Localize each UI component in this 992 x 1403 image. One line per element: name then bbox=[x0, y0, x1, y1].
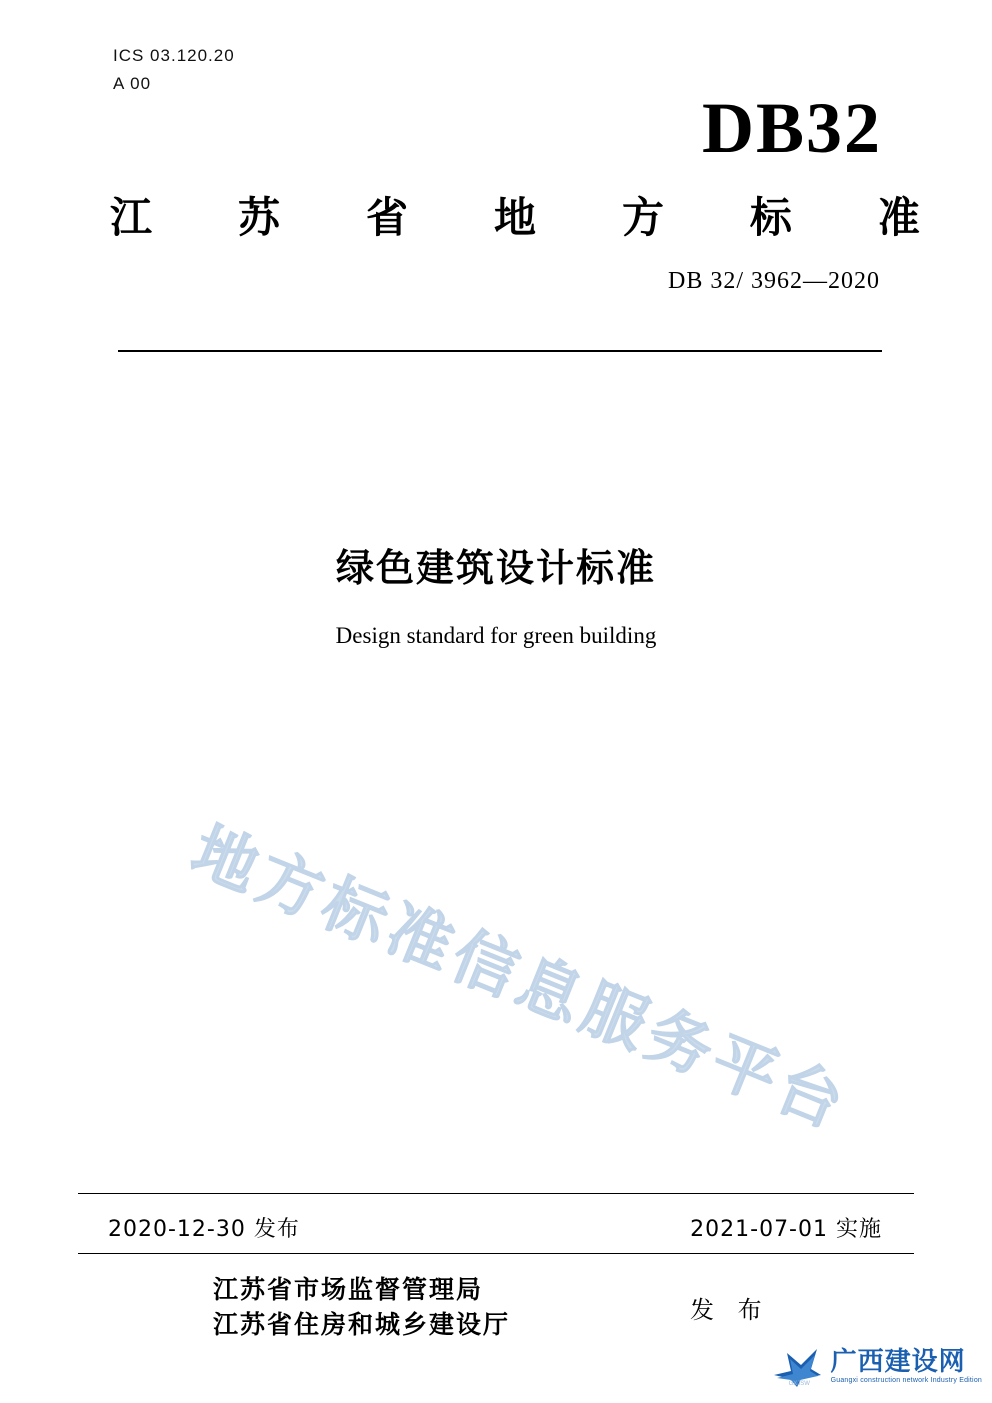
title-char-3: 地 bbox=[493, 193, 536, 242]
publish-label: 发 布 bbox=[690, 1296, 770, 1324]
document-title-en: Design standard for green building bbox=[335, 623, 657, 648]
site-logo bbox=[771, 1345, 982, 1389]
title-char-5: 标 bbox=[749, 193, 792, 242]
standard-number: DB 32/ 3962—2020 bbox=[667, 268, 880, 294]
classification-code: A 00 bbox=[113, 74, 152, 93]
issue-date: 2020-12-30 发布 bbox=[108, 1217, 300, 1242]
title-char-6: 准 bbox=[877, 193, 920, 242]
document-title-cn: 绿色建筑设计标准 bbox=[335, 546, 656, 590]
issuer-line-2: 江苏省住房和城乡建设厅 bbox=[213, 1310, 511, 1339]
watermark-text: 地方标准信息服务平台 bbox=[181, 813, 859, 1145]
db32-mark: DB32 bbox=[701, 88, 882, 168]
effective-date: 2021-07-01 实施 bbox=[690, 1217, 882, 1242]
title-char-1: 苏 bbox=[237, 193, 280, 242]
ics-block bbox=[113, 42, 235, 98]
standard-title-cn bbox=[110, 192, 920, 244]
logo-name-cn: 广西建设网 bbox=[830, 1347, 966, 1377]
logo-watermark-small: GXJSW bbox=[788, 1381, 810, 1387]
header-divider bbox=[118, 350, 882, 352]
issuer-line-1: 江苏省市场监督管理局 bbox=[213, 1275, 484, 1304]
title-char-2: 省 bbox=[365, 193, 408, 242]
logo-text-block bbox=[831, 1348, 982, 1386]
issuer-block bbox=[213, 1272, 510, 1342]
title-char-4: 方 bbox=[621, 193, 664, 242]
ics-code: ICS 03.120.20 bbox=[113, 46, 235, 65]
logo-name-en: Guangxi construction network Industry Edition bbox=[830, 1377, 982, 1384]
footer-divider-top bbox=[78, 1193, 914, 1194]
footer-divider-bottom bbox=[78, 1253, 914, 1254]
title-char-0: 江 bbox=[110, 193, 153, 242]
